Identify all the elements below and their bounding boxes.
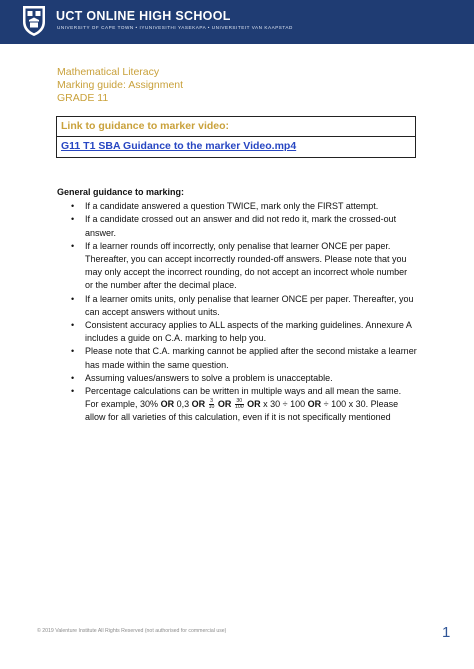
or-word: OR xyxy=(307,399,322,410)
fraction-denominator: 10 xyxy=(208,404,215,411)
expression-two: ÷ 100 x 30. xyxy=(323,399,369,410)
fraction-thirty-hundredths xyxy=(235,399,244,411)
fraction-three-tenths xyxy=(209,399,215,411)
fraction-numerator: 30 xyxy=(236,397,243,404)
list-item: • If a candidate answered a question TWICE, mark only the FIRST attempt. xyxy=(85,200,417,213)
copyright-notice: © 2019 Valenture Institute All Rights Reserved (not authorised for commercial use) xyxy=(37,628,227,634)
guidance-title: General guidance to marking: xyxy=(57,187,185,197)
video-link-label: Link to guidance to marker video: xyxy=(57,117,415,137)
or-word: OR xyxy=(247,399,261,410)
percentage-intro: Percentage calculations can be written in multiple ways and all mean the same. For example, 30% xyxy=(85,386,402,410)
list-item: • Consistent accuracy applies to ALL aspects of the marking guidelines. Annexure A includes a guide on C.A. marking to help you. xyxy=(85,319,417,345)
list-item: • Assuming values/answers to solve a problem is unacceptable. xyxy=(85,372,417,385)
percentage-list-item xyxy=(85,385,417,425)
or-word: OR xyxy=(160,399,175,410)
expression-one: x 30 ÷ 100 xyxy=(263,399,306,410)
or-word: OR xyxy=(191,399,206,410)
header-banner xyxy=(0,0,474,44)
fraction-denominator: 100 xyxy=(234,404,244,411)
document-heading xyxy=(57,66,183,104)
marking-guidance xyxy=(57,186,417,425)
list-item: • If a learner rounds off incorrectly, only penalise that learner ONCE per paper. Thereafter, you can accept incorrectly rounded-off answers. Please note that you may only accept the incorrect rounding, do not accept an incorrect whole number or the number after the decimal place. xyxy=(85,240,417,293)
video-link-box xyxy=(56,116,416,158)
brand-tagline: UNIVERSITY OF CAPE TOWN • IYUNIVESITHI YASEKAPA • UNIVERSITEIT VAN KAAPSTAD xyxy=(57,25,293,30)
brand-name: UCT ONLINE HIGH SCHOOL xyxy=(56,9,231,23)
percentage-outro: Please allow for all varieties of this calculation, even if it is not specifically mentioned xyxy=(85,399,399,423)
fraction-numerator: 3 xyxy=(210,397,213,404)
document-title: Marking guide: Assignment xyxy=(57,78,184,91)
document-subject: Mathematical Literacy xyxy=(57,66,160,78)
university-crest-icon xyxy=(21,4,47,38)
guidance-list xyxy=(57,200,417,424)
marker-video-link[interactable]: G11 T1 SBA Guidance to the marker Video.mp4 xyxy=(61,140,297,152)
list-item: • If a candidate crossed out an answer and did not redo it, mark the crossed-out answer. xyxy=(85,213,417,239)
list-item: • Please note that C.A. marking cannot be applied after the second mistake a learner has made within the same question. xyxy=(85,345,417,371)
or-word: OR xyxy=(217,399,232,410)
document-grade: GRADE 11 xyxy=(57,91,109,104)
list-item: • If a learner omits units, only penalise that learner ONCE per paper. Thereafter, you can accept answers without units. xyxy=(85,293,417,319)
page-number: 1 xyxy=(442,624,451,641)
decimal-value: 0,3 xyxy=(176,399,190,410)
